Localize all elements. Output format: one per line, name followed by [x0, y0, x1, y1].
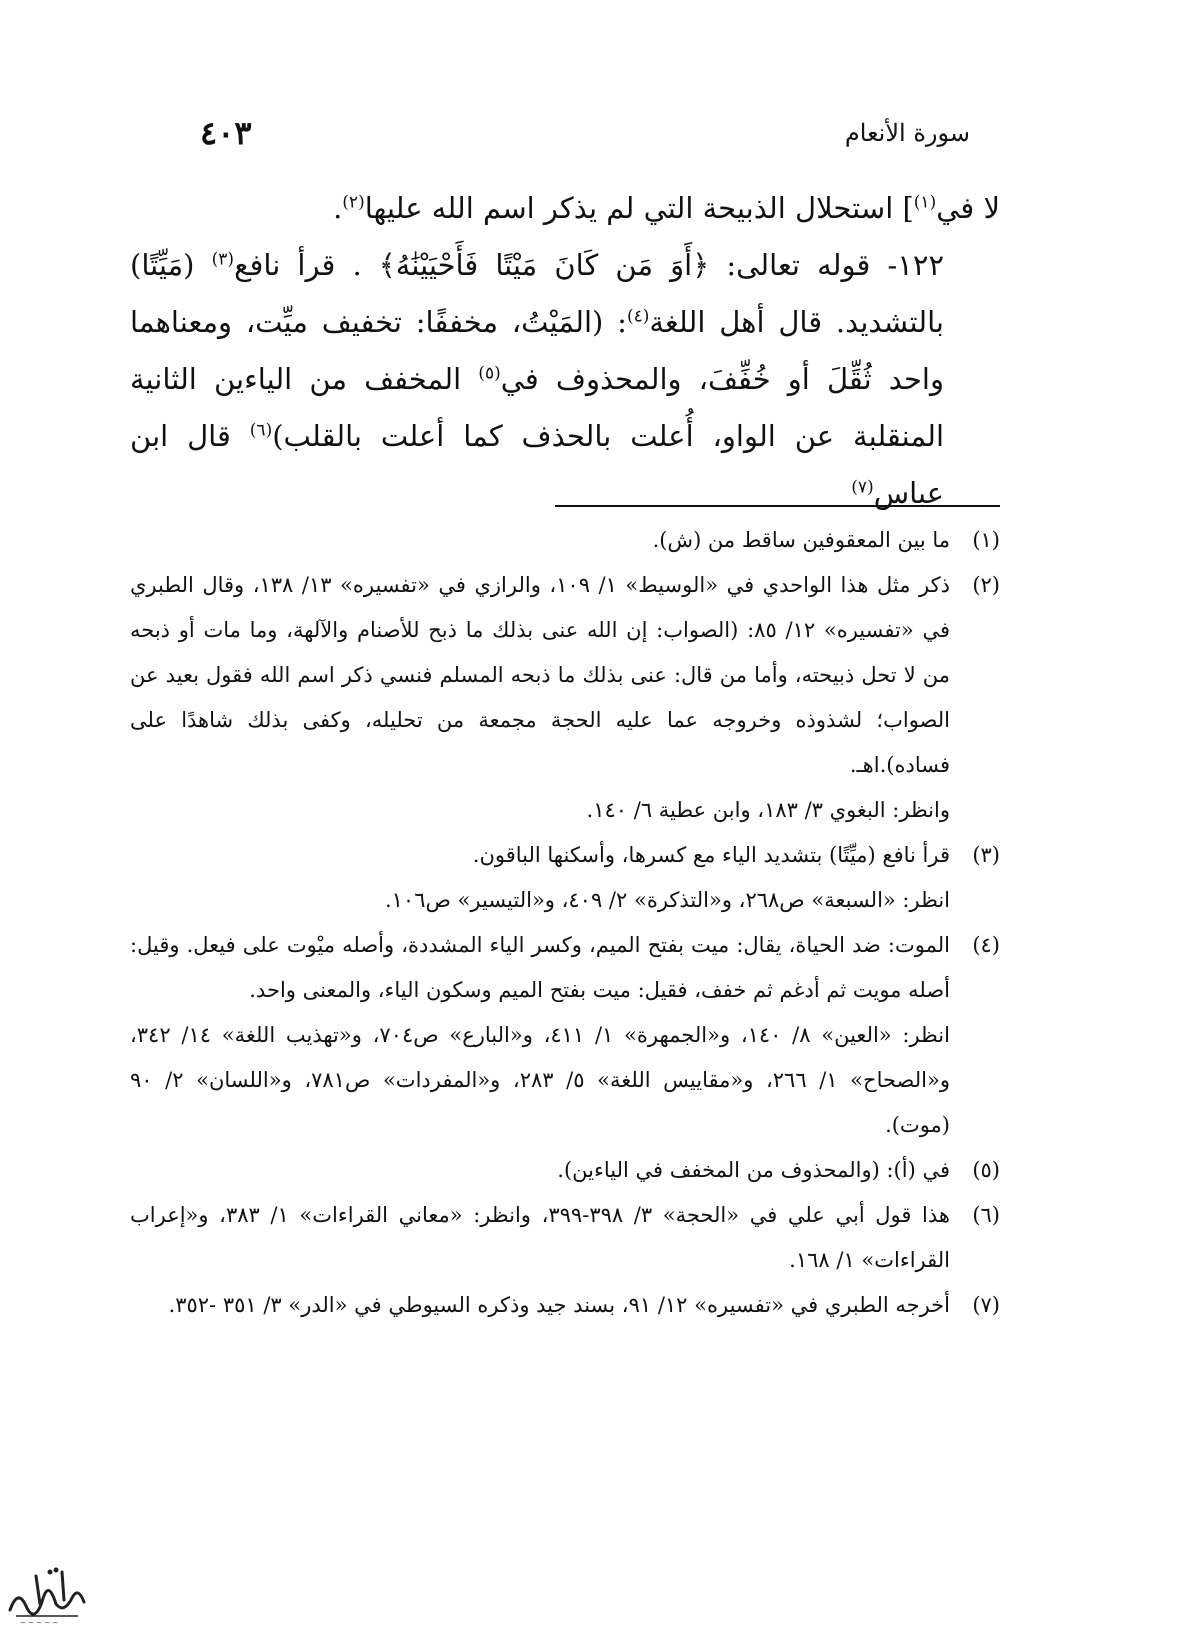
calligraphy-logo-graphic: [6, 1558, 88, 1628]
footnote-marker: (٥): [478, 363, 501, 384]
page-number: ٤٠٣: [200, 114, 252, 152]
footnote-number: (٣): [972, 843, 1000, 867]
footnote-marker: (٦): [249, 420, 273, 441]
footnote-marker: (٣): [211, 249, 235, 270]
calligraphy-logo-icon: [6, 1558, 88, 1628]
main-text-fragment: قال ابن عباس: [130, 419, 944, 510]
footnote-body: [130, 1193, 950, 1283]
main-text-fragment: ١٢٢- قوله تعالى:: [709, 248, 945, 282]
page-header: [200, 108, 970, 158]
main-text: [130, 180, 1000, 522]
footnote-text: وانظر: البغوي ٣/ ١٨٣، وابن عطية ٦/ ١٤٠.: [586, 798, 950, 822]
footnote-number: (٦): [972, 1203, 1000, 1227]
footnote-text: هذا قول أبي علي في «الحجة» ٣/ ٣٩٨-٣٩٩، وانظر: «معاني القراءات» ١/ ٣٨٣، و«إعراب القراءات» ١/ ١٦٨.: [130, 1203, 950, 1272]
footnote-marker: (١): [913, 192, 937, 213]
footnote-text: ذكر مثل هذا الواحدي في «الوسيط» ١/ ١٠٩، والرازي في «تفسيره» ١٣/ ١٣٨، وقال الطبري في «تفسيره» ١٢/ ٨٥: (الصواب: إن الله عنى بذلك ما ذبح للأصنام والآلهة، وما مات أو ذبحه من لا تحل ذبيحته، وأما من قال: عنى بذلك ما ذبحه المسلم فنسي ذكر اسم الله فقول بعيد عن الصواب؛ لشذوذه وخروجه عما عليه الحجة مجمعة من تحليله، وكفى بذلك شاهدًا على فساده).اهـ.: [130, 573, 950, 777]
footnote-number: (٥): [972, 1158, 1000, 1182]
footnote-4: [130, 923, 1000, 1148]
footnote-2: [130, 563, 1000, 833]
footnote-marker: (٧): [851, 477, 874, 498]
main-line-1: [130, 180, 1000, 237]
footnotes: [130, 518, 1000, 1328]
footnote-body: [130, 1148, 950, 1193]
main-text-fragment: : (المَيْتُ، مخففًا: تخفيف ميِّت، ومعناهما واحد ثُقِّلَ أو خُفِّفَ، والمحذوف في: [130, 305, 944, 396]
footnote-text: قرأ نافع (ميِّتًا) بتشديد الياء مع كسرها، وأسكنها الباقون.: [472, 843, 950, 867]
footnote-1: [130, 518, 1000, 563]
footnote-text: في (أ): (والمحذوف من المخفف في الياءين).: [557, 1158, 950, 1182]
footnote-body: [130, 923, 950, 1148]
footnote-text: انظر: «العين» ٨/ ١٤٠، و«الجمهرة» ١/ ٤١١، و«البارع» ص٧٠٤، و«تهذيب اللغة» ١٤/ ٣٤٢، و«الصحاح» ١/ ٢٦٦، و«مقاييس اللغة» ٥/ ٢٨٣، و«المفردات» ص٧٨١، و«اللسان» ٢/ ٩٠ (موت).: [130, 1023, 950, 1137]
main-text-fragment: المخفف من الياءين الثانية المنقلبة عن الواو، أُعلت بالحذف كما أعلت بالقلب): [130, 362, 944, 453]
quran-verse: ﴿أَوَ مَن كَانَ مَيْتًا فَأَحْيَيْنَٰهُ﴾: [378, 248, 710, 282]
footnote-text: الموت: ضد الحياة، يقال: ميت بفتح الميم، وكسر الياء المشددة، وأصله ميْوت على فيعل. وقيل: أصله مويت ثم أدغم ثم خفف، فقيل: ميت بفتح الميم وسكون الياء، والمعنى واحد.: [130, 933, 950, 1002]
footnote-6: [130, 1193, 1000, 1283]
footnote-number: (٢): [972, 573, 1000, 597]
main-paragraph-122: [130, 237, 1000, 522]
footnote-marker: (٤): [626, 306, 650, 327]
main-text-fragment: لا في: [936, 191, 1000, 225]
main-text-fragment: (مَيِّتًا) بالتشديد. قال أهل اللغة: [130, 248, 944, 339]
footnote-body: [130, 1283, 950, 1328]
footnote-body: [130, 833, 950, 923]
footnote-text: ما بين المعقوفين ساقط من (ش).: [652, 528, 950, 552]
footnote-7: [130, 1283, 1000, 1328]
main-text-fragment: ] استحلال الذبيحة التي لم يذكر اسم الله عليها: [364, 191, 914, 225]
footnote-number: (١): [972, 528, 1000, 552]
footnote-body: [130, 518, 950, 563]
footnote-number: (٤): [972, 933, 1000, 957]
main-text-fragment: . قرأ نافع: [234, 248, 379, 282]
footnote-divider: [555, 505, 1000, 507]
footnote-text: أخرجه الطبري في «تفسيره» ١٢/ ٩١، بسند جيد وذكره السيوطي في «الدر» ٣/ ٣٥١ -٣٥٢.: [168, 1293, 950, 1317]
footnote-number: (٧): [972, 1293, 1000, 1317]
main-text-fragment: .: [333, 191, 343, 225]
footnote-5: [130, 1148, 1000, 1193]
svg-text:~ ~ ~ ~ ~: ~ ~ ~ ~ ~: [20, 1619, 59, 1627]
footnote-3: [130, 833, 1000, 923]
footnote-text: انظر: «السبعة» ص٢٦٨، و«التذكرة» ٢/ ٤٠٩، و«التيسير» ص١٠٦.: [384, 888, 950, 912]
running-title: سورة الأنعام: [844, 119, 970, 147]
footnote-body: [130, 563, 950, 833]
footnote-marker: (٢): [342, 192, 365, 213]
